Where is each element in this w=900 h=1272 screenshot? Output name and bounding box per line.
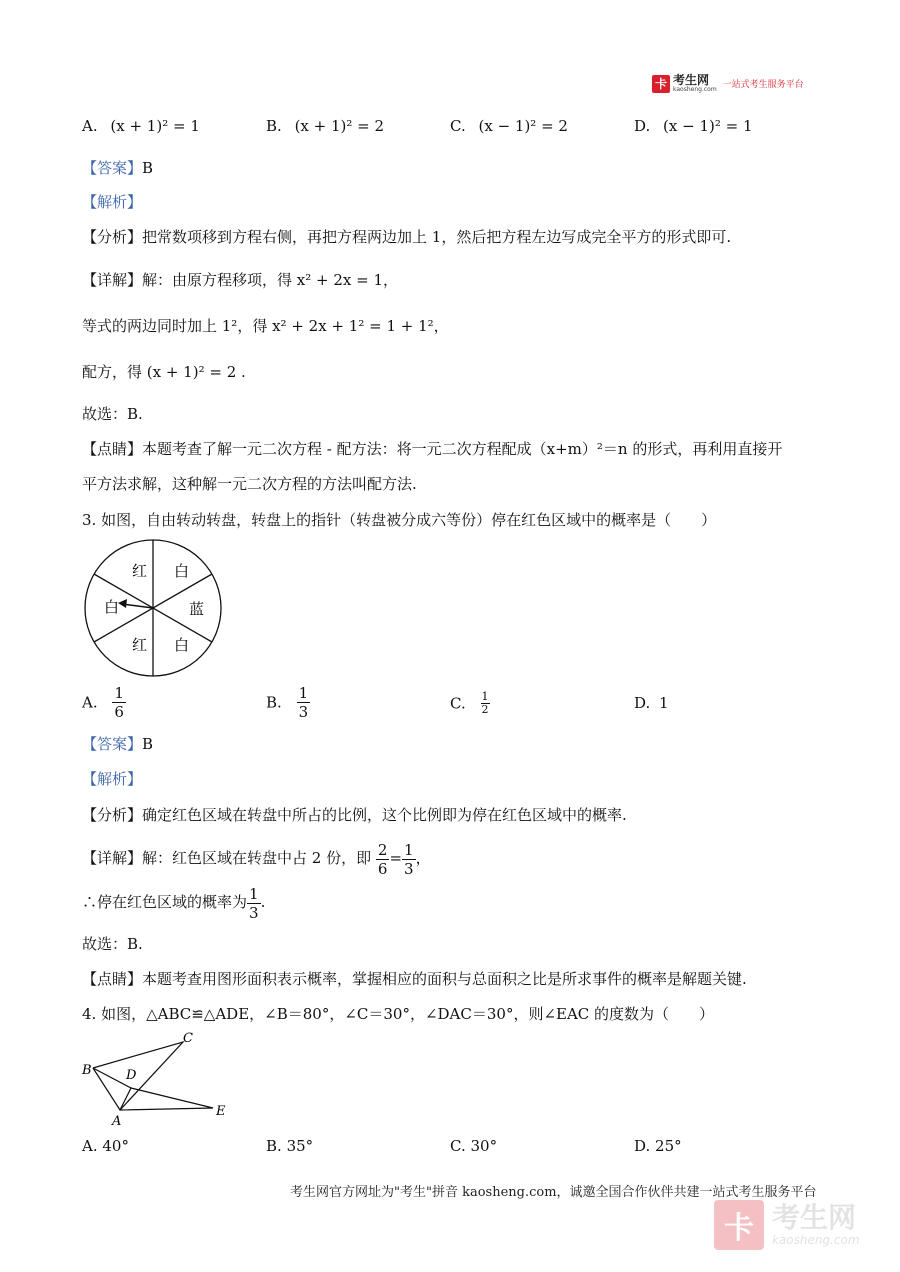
q2-xiangjie-1: [82, 270, 398, 290]
denominator: 3: [404, 859, 414, 878]
footer-text: 考生网官方网址为"考生"拼音 kaosheng.com，诚邀全国合作伙伴共建一站式考生服务平台: [290, 1185, 817, 1200]
fraction: [376, 841, 390, 878]
q3-option-b: [266, 684, 310, 721]
q3-dianjing: [82, 969, 747, 989]
answer-value: B: [142, 735, 154, 753]
option-label: A.: [82, 693, 98, 712]
option-fraction: [297, 684, 311, 721]
option-value: 40°: [102, 1137, 129, 1155]
watermark-url: kaosheng.com: [772, 1233, 860, 1247]
q3-option-c: [450, 691, 490, 716]
option-value: 35°: [286, 1137, 314, 1155]
spinner-wheel: [80, 538, 230, 682]
point-label-a: A: [112, 1114, 122, 1128]
q3-option-a: [82, 684, 126, 721]
q2-xiangjie-2: 等式的两边同时加上 1²，得 x² + 2x + 1² = 1 + 1²，: [82, 317, 449, 335]
logo-name: 考生网: [673, 73, 710, 87]
analysis-tag: 【解析】: [82, 770, 143, 788]
option-label: A.: [82, 1137, 98, 1155]
q4-option-d: [634, 1136, 682, 1156]
option-value: 25°: [655, 1137, 682, 1155]
wheel-label: 白: [104, 598, 120, 616]
option-expr: (x + 1)² = 1: [110, 117, 200, 135]
answer-tag: 【答案】: [82, 735, 143, 753]
q4-option-a: [82, 1136, 129, 1156]
option-label: B.: [266, 693, 282, 712]
denominator: 2: [481, 703, 489, 716]
wheel-label: 白: [174, 562, 190, 580]
dianjing-tag: 【点睛】: [82, 970, 143, 988]
numerator: 1: [298, 684, 309, 702]
dianjing-text: 本题考查了解一元二次方程 - 配方法：将一元二次方程配成（x+m）²＝n 的形式，再利用直接开: [142, 440, 783, 458]
answer-value: B: [142, 159, 154, 177]
q2-dianjing-1: [82, 439, 782, 459]
q3-therefore: [82, 882, 265, 922]
q2-option-b: [266, 116, 384, 136]
denominator: 6: [114, 703, 124, 721]
fenxi-tag: 【分析】: [82, 228, 143, 246]
numerator: 1: [114, 684, 124, 702]
q4-option-c: [450, 1136, 497, 1156]
q2-option-d: [634, 116, 753, 136]
option-label: D.: [634, 694, 651, 712]
q2-answer: [82, 158, 153, 178]
wheel-label: 蓝: [189, 600, 205, 618]
answer-tag: 【答案】: [82, 159, 143, 177]
logo-url: kaosheng.com: [673, 86, 717, 93]
q4-option-b: [266, 1136, 313, 1156]
option-expr: (x − 1)² = 2: [478, 117, 568, 135]
q2-xiangjie-3: 配方，得 (x + 1)² = 2 .: [82, 363, 246, 381]
denominator: 3: [298, 703, 309, 721]
triangle-ade: [120, 1088, 213, 1110]
logo-slogan: 一站式考生服务平台: [722, 80, 804, 90]
q2-option-c: [450, 116, 568, 136]
dianjing-text: 本题考查用图形面积表示概率，掌握相应的面积与总面积之比是所求事件的概率是解题关键.: [142, 970, 747, 988]
header-logo: [652, 74, 804, 93]
triangle-figure: [78, 1028, 238, 1128]
analysis-tag: 【解析】: [82, 193, 143, 211]
q3-answer: [82, 734, 153, 754]
option-label: C.: [450, 1137, 466, 1155]
option-fraction: [481, 691, 490, 716]
wheel-label: 红: [132, 636, 148, 654]
option-expr: (x + 1)² = 2: [294, 117, 385, 135]
triangle-abc: [93, 1042, 183, 1110]
q4-stem: 4. 如图，△ABC≌△ADE，∠B＝80°，∠C＝30°，∠DAC＝30°，则∠EAC 的度数为（ ）: [82, 1005, 715, 1023]
numerator: 1: [481, 690, 489, 703]
fenxi-text: 把常数项移到方程右侧，再把方程两边加上 1，然后把方程左边写成完全平方的形式即可.: [142, 228, 732, 246]
watermark-name: 考生网: [772, 1201, 857, 1234]
q3-fenxi: [82, 805, 627, 825]
wheel-label: 白: [174, 636, 190, 654]
option-value: 30°: [470, 1137, 498, 1155]
point-label-d: D: [126, 1068, 137, 1083]
equals-sign: =: [389, 849, 403, 867]
q2-dianjing-2: 平方法求解，这种解一元二次方程的方法叫配方法.: [82, 475, 417, 493]
option-label: A.: [82, 117, 98, 135]
option-label: C.: [450, 117, 466, 135]
xiangjie-tag: 【详解】: [82, 271, 143, 289]
point-label-c: C: [183, 1031, 193, 1046]
therefore-text: ∴停在红色区域的概率为: [82, 893, 248, 911]
option-value: 1: [659, 694, 669, 712]
wheel-label: 红: [132, 562, 148, 580]
q2-option-a: [82, 116, 200, 136]
watermark-mark: 卡: [714, 1200, 764, 1250]
period: .: [260, 893, 266, 911]
option-expr: (x − 1)² = 1: [663, 117, 753, 135]
xiangjie-tag: 【详解】: [82, 849, 143, 867]
numerator: 1: [404, 840, 414, 859]
q3-analysis: [82, 769, 142, 789]
xiangjie-text: 解：红色区域在转盘中占 2 份，即: [142, 849, 372, 867]
numerator: 1: [249, 884, 259, 903]
q3-option-d: [634, 693, 669, 713]
q2-analysis: [82, 192, 142, 212]
q2-choice: 故选：B.: [82, 405, 143, 423]
logo-mark: 卡: [652, 75, 670, 93]
fenxi-text: 确定红色区域在转盘中所占的比例，这个比例即为停在红色区域中的概率.: [142, 806, 627, 824]
fenxi-tag: 【分析】: [82, 806, 143, 824]
denominator: 3: [249, 903, 259, 922]
point-label-e: E: [216, 1104, 226, 1119]
option-label: B.: [266, 117, 282, 135]
q3-choice: 故选：B.: [82, 935, 143, 953]
option-fraction: [112, 684, 126, 721]
numerator: 2: [377, 840, 388, 859]
option-label: D.: [634, 117, 651, 135]
comma: ，: [415, 849, 431, 867]
option-label: B.: [266, 1137, 282, 1155]
option-label: D.: [634, 1137, 651, 1155]
xiangjie-text: 解：由原方程移项，得 x² + 2x = 1，: [142, 271, 399, 289]
watermark-logo: [714, 1200, 860, 1250]
fraction: [402, 841, 416, 878]
q3-stem: 3. 如图，自由转动转盘，转盘上的指针（转盘被分成六等份）停在红色区域中的概率是（ ）: [82, 511, 717, 529]
point-label-b: B: [82, 1063, 92, 1078]
q3-xiangjie: [82, 838, 431, 878]
option-label: C.: [450, 694, 466, 713]
dianjing-tag: 【点睛】: [82, 440, 143, 458]
pointer-arrowhead: [118, 599, 127, 608]
denominator: 6: [377, 859, 388, 878]
fraction: [247, 885, 261, 922]
q2-fenxi: [82, 227, 731, 247]
